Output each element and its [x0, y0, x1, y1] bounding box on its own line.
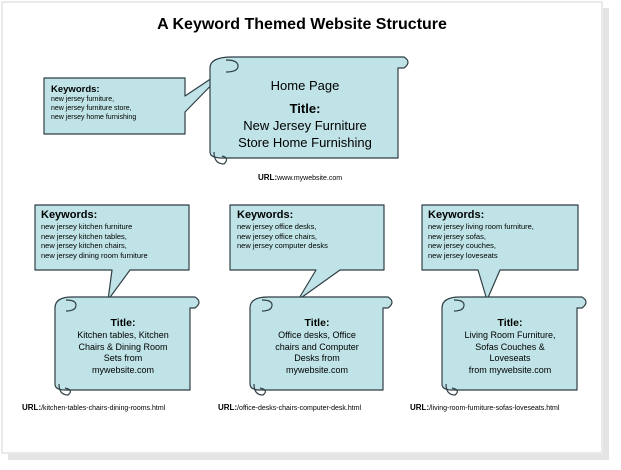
office-title-text	[253, 317, 381, 376]
living-url	[410, 403, 559, 412]
living-keyword: new jersey sofas,	[428, 231, 486, 241]
home-page-label: Home Page	[270, 78, 340, 93]
kitchen-keywords-text	[41, 209, 148, 260]
kitchen-url-value: /kitchen-tables-chairs-dining-rooms.html	[41, 405, 166, 412]
office-url	[218, 403, 361, 412]
home-title-label: Title:	[289, 101, 321, 116]
office-keyword: new jersey office chairs,	[237, 231, 317, 241]
kitchen-keyword: new jersey kitchen furniture	[41, 222, 133, 231]
kitchen-title-label: Title:	[110, 317, 136, 329]
home-title-line: New Jersey Furniture	[243, 118, 367, 133]
living-url-value: /living-room-furniture-sofas-loveseats.html	[429, 405, 560, 412]
office-keyword: new jersey computer desks	[237, 241, 328, 250]
home-url-label: URL:	[258, 173, 278, 182]
kitchen-title-line: Chairs & Dining Room	[78, 341, 168, 352]
office-title-line: mywebsite.com	[285, 364, 348, 375]
living-title-line: Sofas Couches &	[475, 341, 545, 352]
office-keyword: new jersey office desks,	[237, 222, 317, 231]
kitchen-keyword: new jersey dining room furniture	[41, 250, 148, 260]
kitchen-keyword: new jersey kitchen chairs,	[41, 241, 127, 250]
office-title-label: Title:	[304, 317, 330, 329]
living-keywords-text	[428, 209, 534, 260]
office-keywords-text	[237, 209, 328, 251]
home-url-value: www.mywebsite.com	[277, 175, 343, 182]
living-title-line: from mywebsite.com	[468, 364, 552, 375]
home-title-line: Store Home Furnishing	[238, 135, 372, 150]
home-keyword: new jersey home furnishing	[51, 114, 137, 121]
home-keywords-label: Keywords:	[51, 84, 100, 95]
living-keyword: new jersey loveseats	[428, 250, 498, 260]
home-page-text	[212, 77, 398, 151]
office-keywords-label: Keywords:	[237, 209, 294, 221]
home-url	[258, 173, 342, 182]
office-url-label: URL:	[218, 403, 238, 412]
home-keyword: new jersey furniture,	[51, 96, 115, 103]
diagram-title: A Keyword Themed Website Structure	[157, 16, 447, 33]
office-title-line: Desks from	[294, 353, 340, 363]
office-url-value: /office-desks-chairs-computer-desk.html	[237, 405, 362, 412]
living-title-label: Title:	[497, 317, 523, 329]
kitchen-title-line: Sets from	[103, 353, 143, 363]
kitchen-title-text	[58, 317, 188, 376]
living-keyword: new jersey living room furniture,	[428, 222, 534, 231]
kitchen-url-label: URL:	[22, 403, 42, 412]
kitchen-title-line: mywebsite.com	[91, 364, 154, 375]
kitchen-url	[22, 403, 165, 412]
living-title-line: Loveseats	[489, 353, 531, 363]
living-url-label: URL:	[410, 403, 430, 412]
living-keyword: new jersey couches,	[428, 241, 496, 250]
home-keyword: new jersey furniture store,	[51, 105, 132, 112]
living-keywords-label: Keywords:	[428, 209, 485, 221]
page-shadow-bottom	[8, 454, 609, 460]
kitchen-keywords-label: Keywords:	[41, 209, 98, 221]
kitchen-title-line: Kitchen tables, Kitchen	[77, 330, 169, 340]
office-title-line: Office desks, Office	[278, 330, 356, 340]
office-title-line: chairs and Computer	[275, 341, 359, 352]
living-title-text	[445, 317, 575, 376]
kitchen-keyword: new jersey kitchen tables,	[41, 231, 127, 241]
home-keywords-text	[51, 84, 136, 122]
living-title-line: Living Room Furniture,	[464, 330, 556, 340]
page-shadow-right	[603, 8, 609, 460]
